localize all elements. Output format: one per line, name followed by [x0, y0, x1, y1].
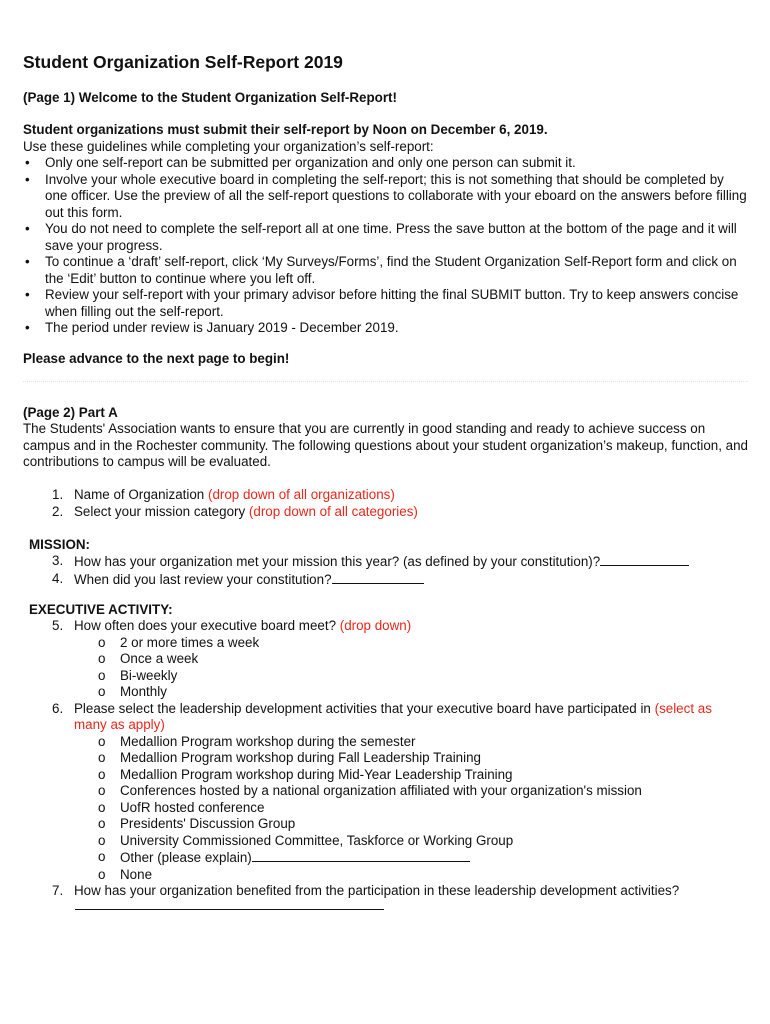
option-item[interactable]	[23, 800, 748, 817]
option-label: 2 or more times a week	[120, 634, 260, 650]
question-text: Please select the leadership development activities that your executive board have participated in	[74, 700, 655, 716]
option-item[interactable]	[23, 684, 748, 701]
answer-blank[interactable]	[332, 571, 424, 584]
document-title: Student Organization Self-Report 2019	[23, 52, 343, 72]
part-a-questions	[23, 487, 748, 520]
option-label: Once a week	[120, 651, 199, 666]
option-item[interactable]	[23, 750, 748, 767]
option-label: Medallion Program workshop during Mid-Year Leadership Training	[120, 766, 513, 782]
advance-text: Please advance to the next page to begin!	[23, 351, 290, 366]
option-label: UofR hosted conference	[120, 799, 265, 815]
circle-bullet-icon: o	[98, 766, 106, 782]
question-5	[23, 618, 748, 635]
option-item[interactable]	[23, 668, 748, 685]
guideline-text: To continue a ‘draft’ self-report, click ‘My Surveys/Forms’, find the Student Organization Self-Report form and click on the ‘Edit’ button to continue where you left off.	[45, 254, 737, 286]
bullet-icon: •	[25, 320, 30, 335]
circle-bullet-icon: o	[98, 750, 106, 765]
guideline-item	[23, 254, 748, 287]
option-item[interactable]	[23, 816, 748, 833]
circle-bullet-icon: o	[98, 684, 106, 699]
mission-heading: MISSION:	[29, 537, 91, 552]
bullet-icon: •	[25, 287, 30, 302]
guideline-item	[23, 221, 748, 254]
mission-questions	[23, 553, 748, 588]
option-label: Bi-weekly	[120, 667, 178, 683]
bullet-icon: •	[25, 155, 30, 170]
bullet-icon: •	[25, 171, 30, 187]
option-item[interactable]	[23, 867, 748, 884]
guideline-text: Involve your whole executive board in completing the self-report; this is not something that should be completed by one officer. Use the preview of all the self-report questions to collaborate with your eboard on the answers before filling out this form.	[45, 171, 747, 220]
question-number: 6.	[52, 700, 64, 716]
question-note: (drop down of all organizations)	[207, 487, 395, 502]
page1-heading: (Page 1) Welcome to the Student Organization Self-Report!	[23, 90, 397, 105]
option-label: University Commissioned Committee, Taskforce or Working Group	[120, 832, 514, 848]
option-label: Medallion Program workshop during the semester	[120, 733, 416, 749]
question-number: 5.	[52, 618, 64, 633]
option-label: Monthly	[120, 684, 167, 699]
page2-heading: (Page 2) Part A	[23, 405, 118, 420]
page2-intro: The Students' Association wants to ensure that you are currently in good standing and ready to achieve success on campus and in the Rochester community. The following questions about your student organization’s makeup, function, and contributions to campus will be evaluated.	[23, 421, 749, 469]
q7-answer-line[interactable]	[75, 909, 384, 910]
bullet-icon: •	[25, 254, 30, 269]
question-note: (drop down)	[339, 618, 412, 633]
guideline-text: The period under review is January 2019 - December 2019.	[45, 320, 399, 335]
option-item[interactable]	[23, 767, 748, 784]
executive-activity-heading: EXECUTIVE ACTIVITY:	[29, 602, 173, 617]
question-4	[23, 571, 748, 589]
option-item[interactable]	[23, 849, 748, 867]
question-1	[23, 487, 748, 504]
option-label: Presidents' Discussion Group	[120, 816, 296, 831]
circle-bullet-icon: o	[98, 651, 106, 666]
guidelines-intro: Use these guidelines while completing your organization’s self-report:	[23, 138, 434, 154]
option-item[interactable]	[23, 783, 748, 800]
guideline-item	[23, 172, 748, 222]
other-explain-blank[interactable]	[252, 849, 470, 862]
deadline-text: Student organizations must submit their self-report by Noon on December 6, 2019.	[23, 122, 548, 137]
option-item[interactable]	[23, 833, 748, 850]
bullet-icon: •	[25, 221, 30, 236]
option-label: Conferences hosted by a national organization affiliated with your organization's mission	[120, 783, 642, 798]
question-number: 7.	[52, 883, 64, 898]
question-2	[23, 504, 748, 521]
circle-bullet-icon: o	[98, 799, 106, 815]
circle-bullet-icon: o	[98, 832, 106, 848]
option-label: Other (please explain)	[120, 850, 252, 865]
question-note: (select as many as apply)	[74, 700, 712, 732]
guideline-text: You do not need to complete the self-report all at one time. Press the save button at the bottom of the page and it will save your progress.	[45, 221, 737, 253]
guideline-item	[23, 155, 748, 172]
question-text: How has your organization met your mission this year? (as defined by your constitution)?	[74, 554, 601, 569]
answer-blank[interactable]	[600, 553, 689, 566]
circle-bullet-icon: o	[98, 866, 106, 882]
circle-bullet-icon: o	[98, 733, 106, 749]
question-text: Select your mission category	[74, 503, 249, 519]
guidelines-list	[23, 155, 748, 337]
question-number: 3.	[52, 553, 64, 568]
question-text: How has your organization benefited from the participation in these leadership development activities?	[74, 883, 680, 898]
question-number: 4.	[52, 570, 64, 586]
option-label: None	[120, 866, 153, 882]
option-label: Medallion Program workshop during Fall Leadership Training	[120, 750, 481, 765]
circle-bullet-icon: o	[98, 849, 106, 864]
option-item[interactable]	[23, 734, 748, 751]
executive-questions	[23, 618, 748, 900]
circle-bullet-icon: o	[98, 634, 106, 650]
circle-bullet-icon: o	[98, 783, 106, 798]
circle-bullet-icon: o	[98, 816, 106, 831]
question-7	[23, 883, 748, 900]
page-divider	[23, 381, 748, 382]
option-item[interactable]	[23, 635, 748, 652]
circle-bullet-icon: o	[98, 667, 106, 683]
guideline-item	[23, 320, 748, 337]
question-3	[23, 553, 748, 571]
question-6	[23, 701, 748, 734]
option-item[interactable]	[23, 651, 748, 668]
question-number: 2.	[52, 503, 64, 519]
question-note: (drop down of all categories)	[248, 503, 418, 519]
guideline-text: Review your self-report with your primary advisor before hitting the final SUBMIT button. Try to keep answers concise when filling out the self-report.	[45, 287, 739, 319]
guideline-text: Only one self-report can be submitted per organization and only one person can submit it.	[45, 155, 576, 170]
guideline-item	[23, 287, 748, 320]
question-text: Name of Organization	[74, 487, 208, 502]
page1-guidelines	[23, 122, 748, 337]
question-text: How often does your executive board meet?	[74, 618, 340, 633]
question-number: 1.	[52, 487, 64, 502]
question-text: When did you last review your constitution?	[74, 571, 332, 587]
